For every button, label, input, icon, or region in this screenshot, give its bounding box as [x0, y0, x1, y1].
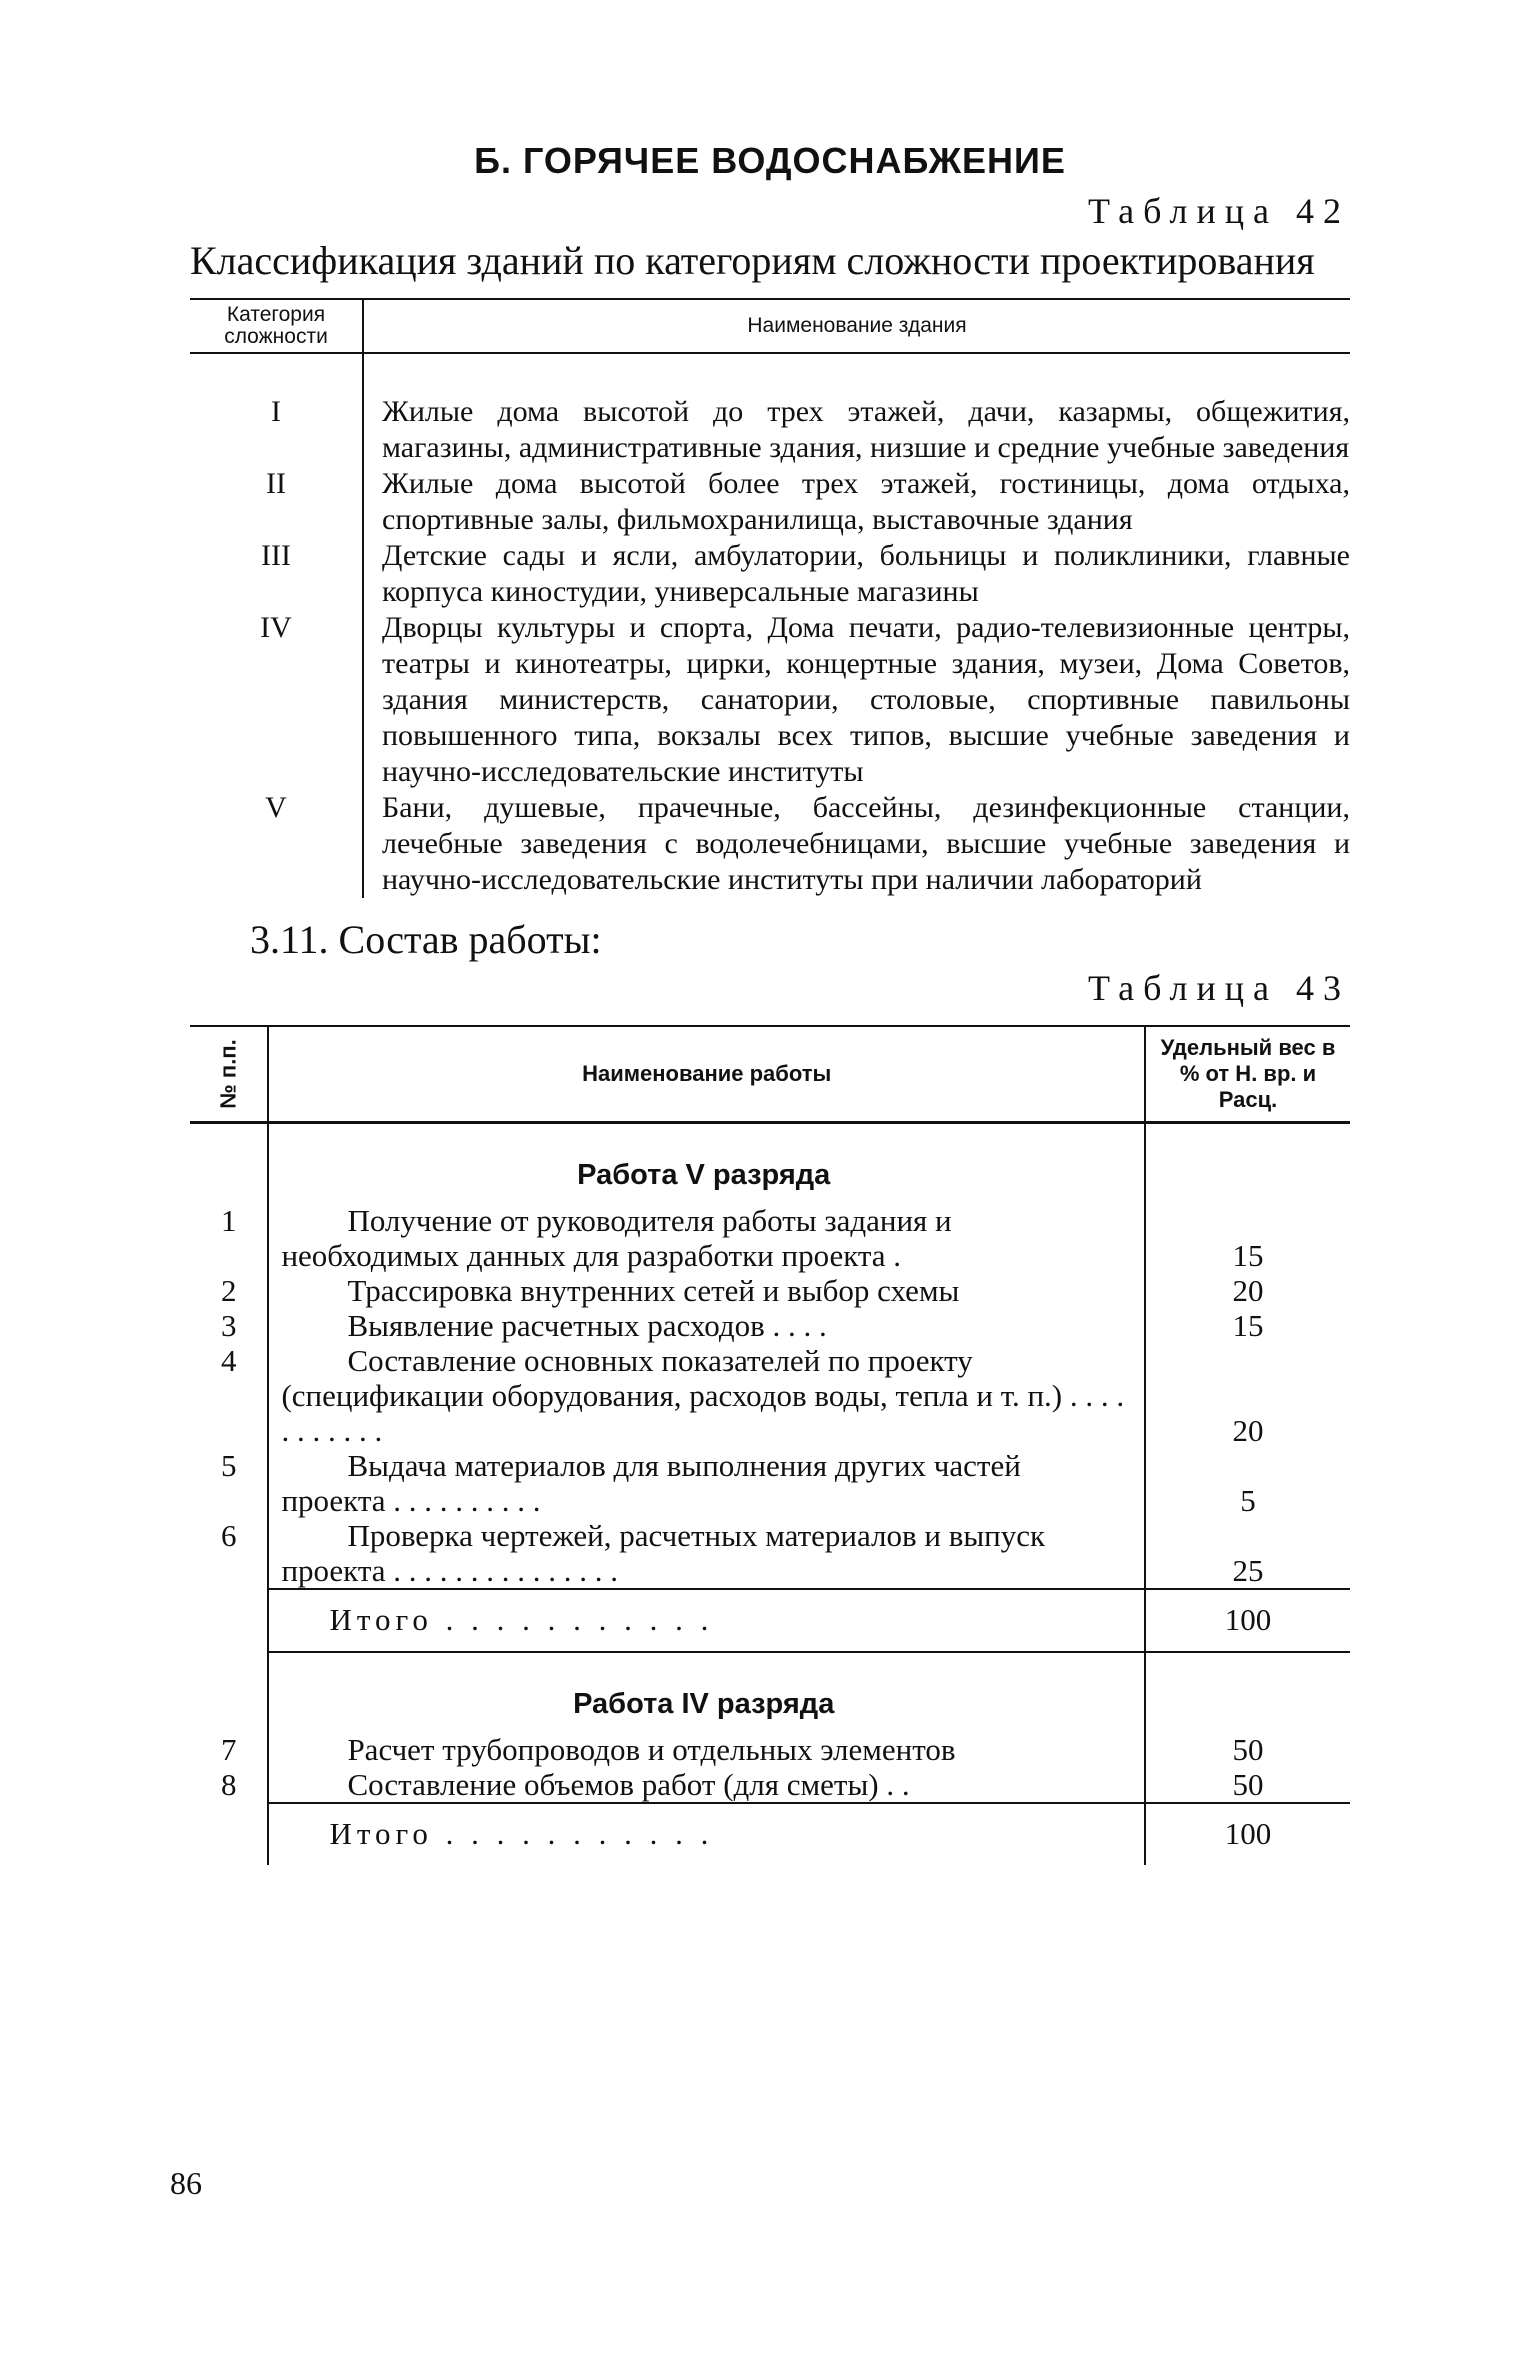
- table-row: [190, 1732, 1350, 1767]
- weight-value: 25: [1145, 1518, 1350, 1589]
- building-name-cell: Жилые дома высотой до трех этажей, дачи, казармы, общежития, магазины, административные здания, низшие и средние учебные заведения: [382, 395, 1350, 464]
- row-number: 8: [190, 1767, 268, 1803]
- work-name: Составление основных показателей по проекту (спецификации оборудования, расходов воды, тепла и т. п.) . . . . . . . . . . .: [281, 1343, 1125, 1448]
- total-value: 100: [1224, 1816, 1272, 1851]
- page-number: 86: [170, 2165, 202, 2201]
- table-row: [190, 1308, 1350, 1343]
- table-43-header: [190, 1026, 1350, 1123]
- row-number: 1: [190, 1203, 268, 1273]
- building-name-cell: Детские сады и ясли, амбулатории, больницы и поликлиники, главные корпуса киностудии, универсальные магазины: [382, 539, 1350, 608]
- work-name: Трассировка внутренних сетей и выбор схемы: [347, 1273, 960, 1308]
- building-name-cell: Бани, душевые, прачечные, бассейны, дезинфекционные станции, лечебные заведения с водолечебницами, высшие учебные заведения и научно-исследовательские институты при наличии лабораторий: [382, 791, 1350, 896]
- total-label: Итого . . . . . . . . . . .: [268, 1803, 1145, 1865]
- category-cell: III: [190, 538, 363, 610]
- table-42-label: Таблица 42: [1088, 191, 1350, 231]
- table-42-caption: Классификация зданий по категориям сложности проектирования: [190, 238, 1315, 283]
- group-row: [190, 1652, 1350, 1732]
- row-number: 7: [190, 1732, 268, 1767]
- group-row: [190, 1123, 1350, 1204]
- table-row: [190, 466, 1350, 538]
- weight-value: 50: [1145, 1767, 1350, 1803]
- table-row: [190, 790, 1350, 898]
- table-row: [190, 353, 1350, 466]
- table-row: [190, 1448, 1350, 1518]
- work-name: Выдача материалов для выполнения других частей проекта . . . . . . . . . .: [281, 1448, 1021, 1518]
- weight-value: 20: [1232, 1413, 1264, 1448]
- group-title: Работа IV разряда: [268, 1652, 1145, 1732]
- weight-value: 50: [1232, 1732, 1264, 1767]
- table-row: [190, 1203, 1350, 1273]
- group-title: Работа V разряда: [268, 1123, 1145, 1204]
- weight-value: 5: [1240, 1483, 1256, 1518]
- work-name: Расчет трубопроводов и отдельных элементов: [347, 1732, 956, 1767]
- table-43-label: Таблица 43: [1088, 968, 1350, 1008]
- work-name: Проверка чертежей, расчетных материалов и выпуск проекта . . . . . . . . . . . . . . .: [281, 1518, 1046, 1588]
- total-row: [190, 1803, 1350, 1865]
- work-name: Составление объемов работ (для сметы) . .: [347, 1767, 910, 1802]
- table-row: [190, 1767, 1350, 1803]
- table-row: [190, 538, 1350, 610]
- row-number: 3: [190, 1308, 268, 1343]
- category-cell: IV: [190, 610, 363, 790]
- work-name: Получение от руководителя работы задания и необходимых данных для разработки проекта .: [281, 1203, 952, 1273]
- header-building-name: Наименование здания: [363, 299, 1350, 353]
- category-cell: I: [190, 353, 363, 466]
- building-name-cell: Жилые дома высотой более трех этажей, гостиницы, дома отдыха, спортивные залы, фильмохранилища, выставочные здания: [382, 467, 1350, 536]
- weight-value: 20: [1232, 1273, 1264, 1308]
- header-work-name: Наименование работы: [268, 1026, 1145, 1123]
- weight-value: 15: [1232, 1308, 1264, 1343]
- header-number-text: № п.п.: [215, 1039, 241, 1109]
- weight-value: 15: [1232, 1238, 1264, 1273]
- section-heading: Б. ГОРЯЧЕЕ ВОДОСНАБЖЕНИЕ: [474, 140, 1066, 181]
- total-row: [190, 1589, 1350, 1652]
- page: [190, 140, 1350, 1865]
- table-row: [190, 1343, 1350, 1448]
- table-42-header: [190, 299, 1350, 353]
- table-row: [190, 1273, 1350, 1308]
- category-cell: II: [190, 466, 363, 538]
- row-number: 2: [190, 1273, 268, 1308]
- row-number: 5: [190, 1448, 268, 1518]
- total-label: Итого . . . . . . . . . . .: [268, 1589, 1145, 1652]
- table-row: [190, 610, 1350, 790]
- header-number: [190, 1026, 268, 1123]
- row-number: 4: [190, 1343, 268, 1448]
- subsection-heading: 3.11. Состав работы:: [250, 917, 602, 962]
- table-42: [190, 298, 1350, 898]
- category-cell: V: [190, 790, 363, 898]
- work-name: Выявление расчетных расходов . . . .: [347, 1308, 827, 1343]
- row-number: 6: [190, 1518, 268, 1589]
- table-43: [190, 1025, 1350, 1865]
- total-value: 100: [1145, 1589, 1350, 1652]
- header-weight: Удельный вес в % от Н. вр. и Расц.: [1145, 1026, 1350, 1123]
- building-name-cell: Дворцы культуры и спорта, Дома печати, радио-телевизионные центры, театры и кинотеатры, цирки, концертные здания, музеи, Дома Советов, здания министерств, санатории, столовые, спортивные павильоны повышенного типа, вокзалы всех типов, высшие учебные заведения и научно-исследовательские институты: [382, 611, 1350, 788]
- header-category: Категория сложности: [190, 299, 363, 353]
- table-row: [190, 1518, 1350, 1589]
